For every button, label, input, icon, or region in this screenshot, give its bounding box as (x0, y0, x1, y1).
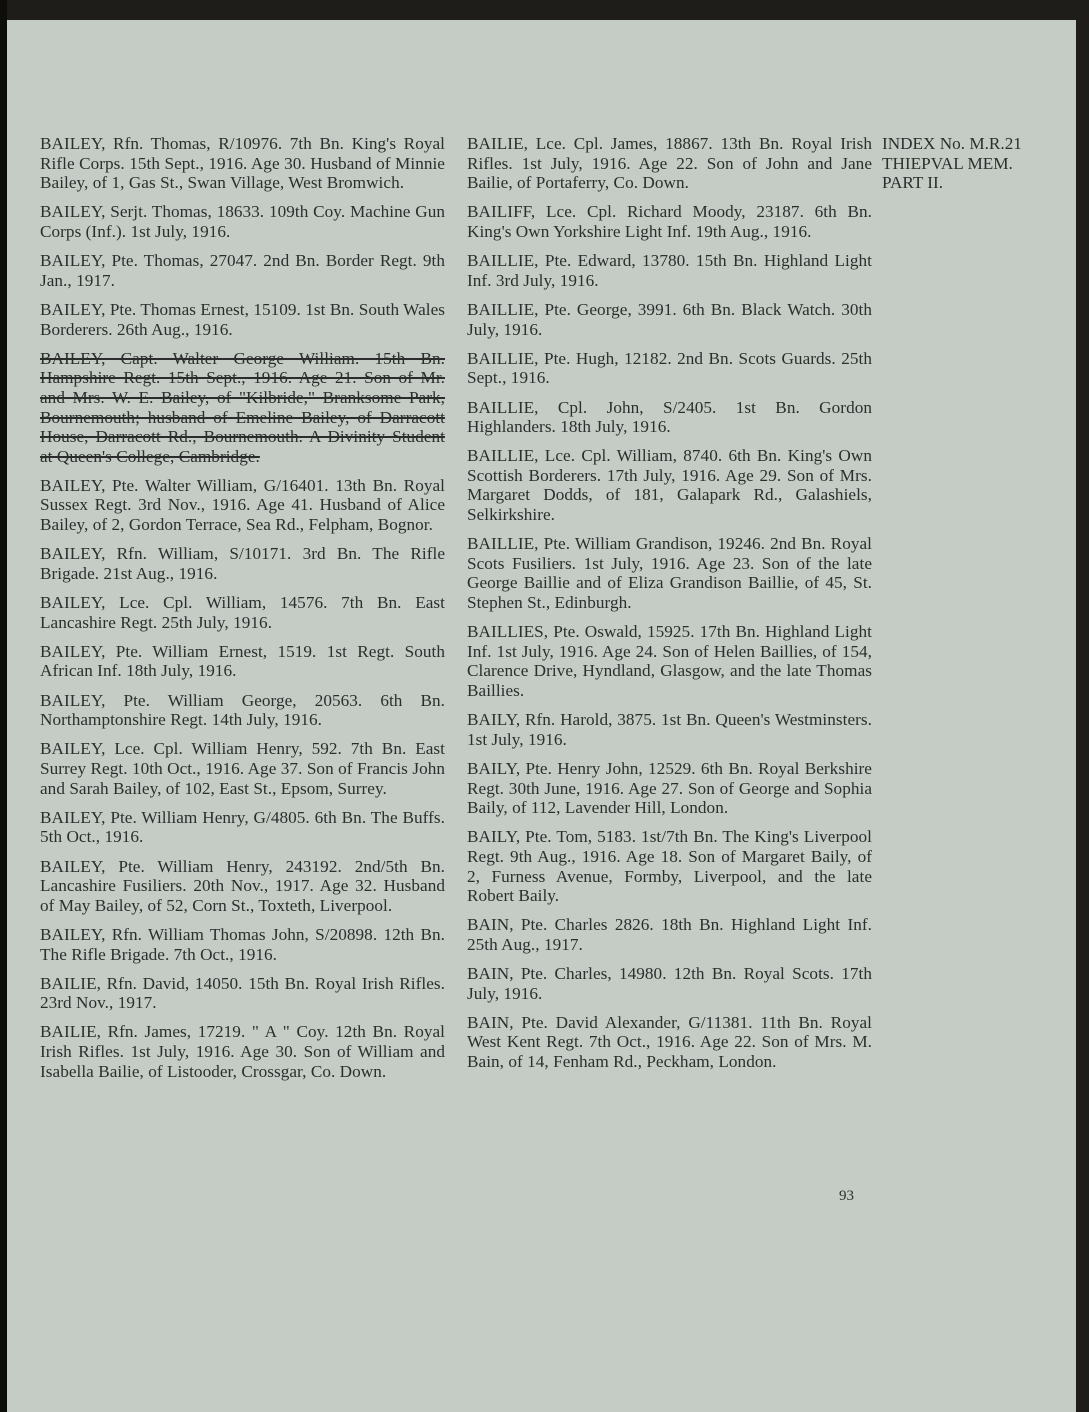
list-item: BAILIE, Rfn. James, 17219. " A " Coy. 12th Bn. Royal Irish Rifles. 1st July, 1916. Age 30. Son of William and Isabella Bailie, of Listooder, Crossgar, Co. Down. (40, 1022, 445, 1081)
list-item: BAILEY, Serjt. Thomas, 18633. 109th Coy. Machine Gun Corps (Inf.). 1st July, 1916. (40, 202, 445, 241)
list-item: BAILY, Rfn. Harold, 3875. 1st Bn. Queen's Westminsters. 1st July, 1916. (467, 710, 872, 749)
list-item: BAILEY, Lce. Cpl. William Henry, 592. 7th Bn. East Surrey Regt. 10th Oct., 1916. Age 37. Son of Francis John and Sarah Bailey, of 102, East St., Epsom, Surrey. (40, 739, 445, 798)
list-item: BAILEY, Pte. Thomas, 27047. 2nd Bn. Border Regt. 9th Jan., 1917. (40, 251, 445, 290)
middle-column (467, 134, 872, 1081)
page-number: 93 (839, 1188, 854, 1204)
list-item: BAILEY, Pte. Walter William, G/16401. 13th Bn. Royal Sussex Regt. 3rd Nov., 1916. Age 41. Husband of Alice Bailey, of 2, Gordon Terrace, Sea Rd., Felpham, Bognor. (40, 475, 445, 535)
list-item: BAILIE, Rfn. David, 14050. 15th Bn. Royal Irish Rifles. 23rd Nov., 1917. (40, 973, 445, 1013)
list-item: BAILEY, Rfn. William Thomas John, S/20898. 12th Bn. The Rifle Brigade. 7th Oct., 1916. (40, 924, 445, 964)
list-item: BAILEY, Lce. Cpl. William, 14576. 7th Bn. East Lancashire Regt. 25th July, 1916. (40, 593, 445, 632)
document-page (7, 20, 1076, 1412)
list-item: BAILEY, Pte. Thomas Ernest, 15109. 1st Bn. South Wales Borderers. 26th Aug., 1916. (40, 299, 445, 339)
list-item: BAILIE, Lce. Cpl. James, 18867. 13th Bn. Royal Irish Rifles. 1st July, 1916. Age 22. Son of John and Jane Bailie, of Portaferry, Co. Down. (467, 134, 872, 193)
list-item: BAILEY, Pte. William Henry, 243192. 2nd/5th Bn. Lancashire Fusiliers. 20th Nov., 1917. Age 32. Husband of May Bailey, of 52, Corn St., Toxteth, Liverpool. (40, 856, 445, 915)
left-column (40, 134, 445, 1091)
list-item: BAILEY, Pte. William Henry, G/4805. 6th Bn. The Buffs. 5th Oct., 1916. (40, 807, 445, 847)
list-item: BAILLIE, Pte. Hugh, 12182. 2nd Bn. Scots Guards. 25th Sept., 1916. (467, 348, 872, 388)
index-number: INDEX No. M.R.21 (882, 134, 1022, 153)
list-item: BAILIFF, Lce. Cpl. Richard Moody, 23187. 6th Bn. King's Own Yorkshire Light Inf. 19th Aug., 1916. (467, 202, 872, 241)
list-item: BAILY, Pte. Tom, 5183. 1st/7th Bn. The King's Liverpool Regt. 9th Aug., 1916. Age 18. Son of Margaret Baily, of 2, Furness Avenue, Formby, Liverpool, and the late Robert Baily. (467, 827, 872, 906)
book-binding-edge (0, 0, 7, 1412)
list-item: BAILLIE, Cpl. John, S/2405. 1st Bn. Gordon Highlanders. 18th July, 1916. (467, 397, 872, 437)
index-header (882, 134, 1072, 193)
list-item: BAILEY, Pte. William George, 20563. 6th Bn. Northamptonshire Regt. 14th July, 1916. (40, 690, 445, 730)
struck-out-entry: BAILEY, Capt. Walter George William. 15th Bn. Hampshire Regt. 15th Sept., 1916. Age 21. Son of Mr. and Mrs. W. E. Bailey, of "Kilbride," Branksome Park, Bournemouth; husband of Emeline Bailey, of Darracott House, Darracott Rd., Bournemouth. A Divinity Student at Queen's College, Cambridge. (40, 348, 445, 466)
list-item: BAILEY, Rfn. William, S/10171. 3rd Bn. The Rifle Brigade. 21st Aug., 1916. (40, 544, 445, 583)
part-label: PART II. (882, 173, 944, 193)
list-item: BAIN, Pte. Charles, 14980. 12th Bn. Royal Scots. 17th July, 1916. (467, 964, 872, 1003)
list-item: BAILY, Pte. Henry John, 12529. 6th Bn. Royal Berkshire Regt. 30th June, 1916. Age 27. Son of George and Sophia Baily, of 112, Lavender Hill, London. (467, 758, 872, 818)
list-item: BAILLIE, Pte. Edward, 13780. 15th Bn. Highland Light Inf. 3rd July, 1916. (467, 251, 872, 290)
list-item: BAILLIES, Pte. Oswald, 15925. 17th Bn. Highland Light Inf. 1st July, 1916. Age 24. Son of Helen Baillies, of 154, Clarence Drive, Hyndland, Glasgow, and the late Thomas Baillies. (467, 622, 872, 700)
list-item: BAILLIE, Pte. George, 3991. 6th Bn. Black Watch. 30th July, 1916. (467, 299, 872, 339)
memorial-name: THIEPVAL MEM. (882, 153, 1013, 173)
list-item: BAIN, Pte. Charles 2826. 18th Bn. Highland Light Inf. 25th Aug., 1917. (467, 915, 872, 954)
list-item: BAILLIE, Pte. William Grandison, 19246. 2nd Bn. Royal Scots Fusiliers. 1st July, 1916. Age 23. Son of the late George Baillie and of Eliza Grandison Baillie, of 45, St. Stephen St., Edinburgh. (467, 534, 872, 613)
list-item: BAILEY, Rfn. Thomas, R/10976. 7th Bn. King's Royal Rifle Corps. 15th Sept., 1916. Age 30. Husband of Minnie Bailey, of 1, Gas St., Swan Village, West Bromwich. (40, 134, 445, 193)
list-item: BAILEY, Pte. William Ernest, 1519. 1st Regt. South African Inf. 18th July, 1916. (40, 641, 445, 681)
list-item: BAILLIE, Lce. Cpl. William, 8740. 6th Bn. King's Own Scottish Borderers. 17th July, 1916. Age 29. Son of Mrs. Margaret Dodds, of 181, Galapark Rd., Galashiels, Selkirkshire. (467, 446, 872, 525)
list-item: BAIN, Pte. David Alexander, G/11381. 11th Bn. Royal West Kent Regt. 7th Oct., 1916. Age 22. Son of Mrs. M. Bain, of 14, Fenham Rd., Peckham, London. (467, 1012, 872, 1072)
